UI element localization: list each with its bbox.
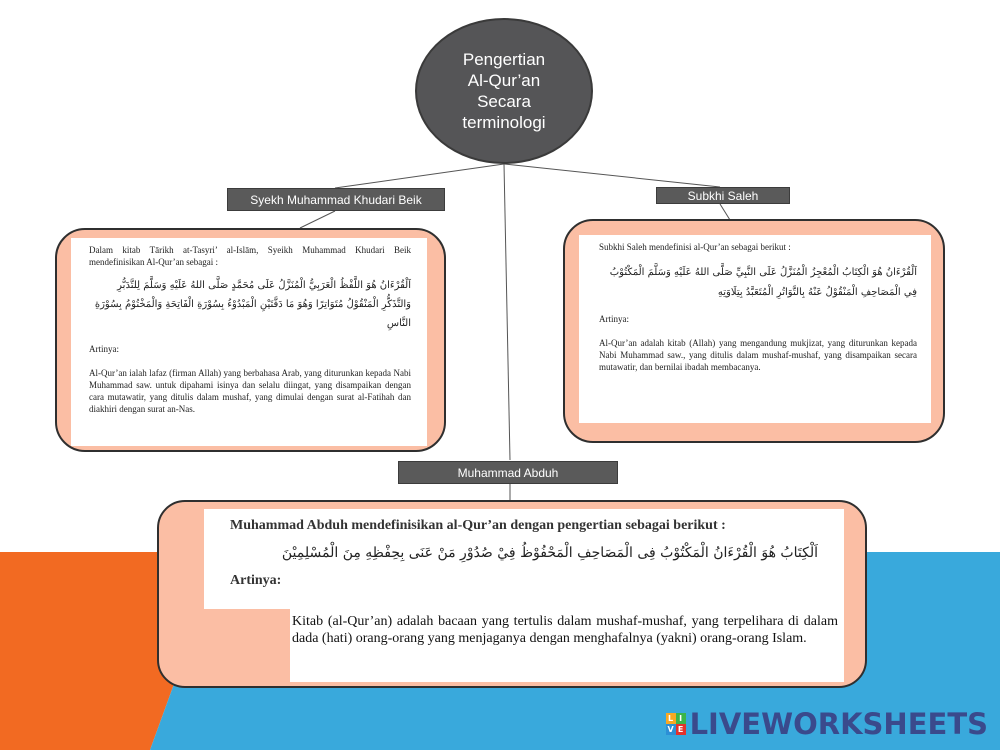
khudari-arabic: اَلْقُرْءَانُ هُوَ اللَّفْظُ الْعَرَبِيُّ الْمُنَزَّلُ عَلَى مُحَمَّدٍ صَلَّى اللهُ عَلَيْهِ وَسَلَّمَ لِلتَّدَبُّرِ وَالتَّذَكُّرِ الْمَنْقُوْلُ مُتَوَاتِرًا وَهُوَ مَا دَفَّتَيْنِ الْمَبْدُوْءُ بِسُوْرَةِ الْفَاتِحَةِ وَالْمَخْتُوْمُ بِسُوْرَةِ النَّاسِ: [94, 280, 411, 329]
label-khudari-beik: Syekh Muhammad Khudari Beik: [227, 188, 445, 211]
center-line-2: Al-Qur’an: [467, 71, 541, 90]
label-muhammad-abduh: Muhammad Abduh: [398, 461, 618, 484]
connector-left: [335, 164, 504, 188]
connector-bottom: [504, 164, 510, 460]
logo-letter-v: V: [667, 725, 674, 734]
liveworksheets-logo-text: LIVEWORKSHEETS: [689, 707, 988, 741]
subkhi-translation: Al-Qur’an adalah kitab (Allah) yang mengandung mukjizat, yang diturunkan kepada Nabi Muhammad saw., yang ditulis dalam mushaf-mushaf, yang disampaikan secara mutawatir, dan bernilai ibadah membacanya.: [599, 338, 917, 372]
khudari-translation: Al-Qur’an ialah lafaz (firman Allah) yang berbahasa Arab, yang diturunkan kepada Nabi Muhammad saw. untuk dipahami isinya dan selalu diingat, yang disampaikan dengan cara mutawatir, yang ditulis dalam mushaf, yang dimulai dengan surat al-Fatihah dan diakhiri dengan surat an-Nas.: [89, 368, 411, 414]
khudari-artinya: Artinya:: [89, 344, 119, 354]
center-line-4: terminologi: [462, 113, 546, 132]
label-subkhi-saleh: Subkhi Saleh: [656, 187, 790, 204]
liveworksheets-logo: [666, 707, 988, 741]
card-subkhi-saleh-content: [579, 235, 931, 423]
subkhi-artinya: Artinya:: [599, 314, 629, 324]
abduh-intro: Muhammad Abduh mendefinisikan al-Qur’an dengan pengertian sebagai berikut :: [230, 518, 726, 533]
card-muhammad-abduh: [157, 500, 867, 688]
card-subkhi-saleh: [563, 219, 945, 443]
subkhi-arabic: اَلْقُرْءَانُ هُوَ الْكِتَابُ الْمُعْجِزُ الْمُنَزَّلُ عَلَى النَّبِيِّ صَلَّى اللهُ عَلَيْهِ وَسَلَّمَ الْمَكْتُوْبُ فِي الْمَصَاحِفِ الْمَنْقُوْلُ عَنْهُ بِالتَّوَاتُرِ الْمُتَعَبَّدُ بِتِلَاوَتِهِ: [609, 267, 917, 298]
logo-letter-e: E: [676, 724, 686, 735]
card-khudari-beik: [55, 228, 446, 452]
abduh-arabic: اَلْكِتَابُ هُوَ الْقُرْءَانُ الْمَكْتُوْبُ فِى الْمَصَاحِفِ الْمَحْفُوْظُ فِيْ صُدُوْرِ مَنْ عَنَى بِحِفْظِهِ مِنَ الْمُسْلِمِيْنَ: [281, 545, 818, 561]
abduh-translation: Kitab (al-Qur’an) adalah bacaan yang tertulis dalam mushaf-mushaf, yang terpelihara di dalam dada (hati) orang-orang yang menjaganya dengan menghafalnya (yakni) orang-orang Islam.: [290, 609, 844, 682]
khudari-intro: Dalam kitab Tārikh at-Tasyri’ al-Islām, Syeikh Muhammad Khudari Beik mendefinisikan Al-Qur’an sebagai :: [89, 245, 411, 267]
center-line-3: Secara: [477, 92, 531, 111]
card-khudari-beik-content: [71, 238, 427, 446]
logo-letter-i: I: [676, 713, 686, 724]
abduh-artinya: Artinya:: [230, 573, 282, 588]
center-line-1: Pengertian: [462, 50, 546, 69]
liveworksheets-logo-icon: [666, 713, 686, 735]
subkhi-intro: Subkhi Saleh mendefinisi al-Qur’an sebagai berikut :: [599, 242, 791, 252]
logo-letter-l: L: [666, 713, 676, 724]
card-muhammad-abduh-header: [204, 509, 844, 609]
connector-right-card: [720, 204, 730, 220]
center-node: [415, 18, 593, 164]
connector-left-card: [300, 211, 335, 228]
connector-right: [504, 164, 720, 187]
